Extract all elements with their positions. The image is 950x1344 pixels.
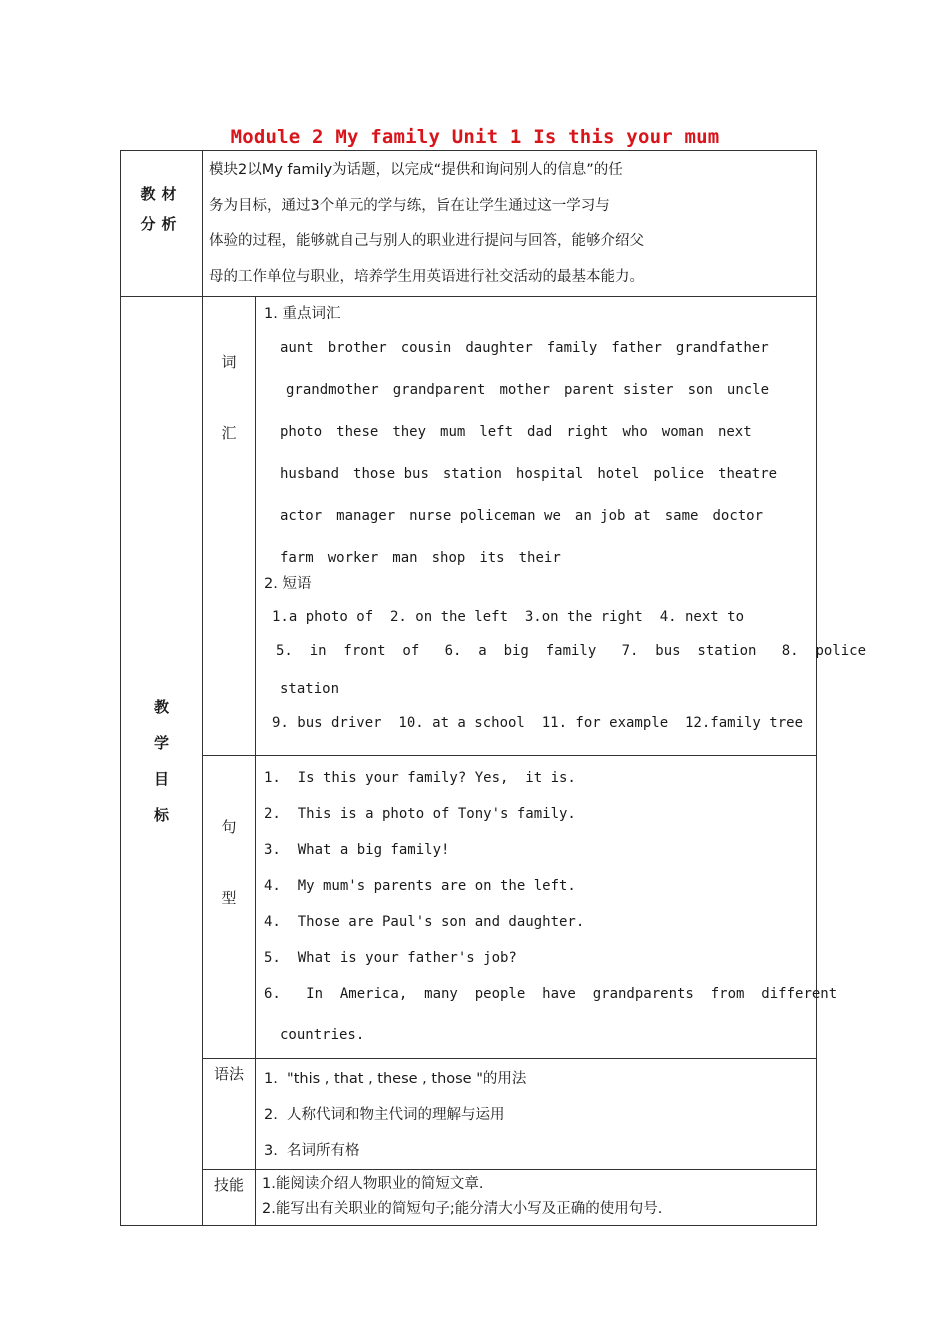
vocab-content xyxy=(256,297,867,756)
vocab-word: farm xyxy=(280,550,314,566)
vocab-word: brother xyxy=(327,340,387,356)
sentence-line: 5. What is your father's job? xyxy=(264,950,517,966)
vocab-word: right xyxy=(566,424,609,440)
vocab-word: son xyxy=(687,382,713,398)
vocab-word: worker xyxy=(327,550,379,566)
page-title: Module 2 My family Unit 1 Is this your mum xyxy=(230,126,720,148)
vocab-word: manager xyxy=(336,508,396,524)
grammar-line: 1. "this , that , these , those "的用法 xyxy=(264,1071,527,1087)
sentence-label-char: 型 xyxy=(221,889,237,907)
vocab-word: dad xyxy=(527,424,553,440)
vocab-word: parent sister xyxy=(564,382,674,398)
grammar-label: 语法 xyxy=(203,1059,256,1170)
phrase-line: station xyxy=(280,681,340,697)
vocab-word-line xyxy=(280,547,810,569)
vocab-word: actor xyxy=(280,508,323,524)
vocab-word: their xyxy=(518,550,561,566)
analysis-label-line1: 教材 xyxy=(140,185,183,203)
sentence-line: 3. What a big family! xyxy=(264,842,450,858)
vocab-word: man xyxy=(392,550,418,566)
vocab-label-char: 词 xyxy=(221,353,237,371)
sentence-line: 4. My mum's parents are on the left. xyxy=(264,878,576,894)
sentence-line: 2. This is a photo of Tony's family. xyxy=(264,806,576,822)
analysis-text xyxy=(203,151,817,297)
vocab-word: they xyxy=(392,424,427,440)
vocab-word: grandfather xyxy=(675,340,769,356)
goals-label-char: 教 xyxy=(153,698,169,716)
sentence-line: 4. Those are Paul's son and daughter. xyxy=(264,914,585,930)
vocab-word: grandmother xyxy=(286,382,379,398)
vocab-word: doctor xyxy=(712,508,764,524)
vocab-word: shop xyxy=(431,550,466,566)
sentence-line: 1. Is this your family? Yes, it is. xyxy=(264,770,576,786)
vocab-word-list xyxy=(264,337,810,569)
grammar-content xyxy=(256,1059,817,1170)
vocab-word: aunt xyxy=(280,340,314,356)
vocab-word: nurse policeman we xyxy=(409,508,561,524)
vocab-word: its xyxy=(479,550,505,566)
vocab-word: left xyxy=(479,424,514,440)
skills-line: 1.能阅读介绍人物职业的简短文章. xyxy=(262,1176,484,1192)
vocab-word: family xyxy=(546,340,598,356)
vocab-label xyxy=(203,297,256,756)
vocab-word: cousin xyxy=(400,340,452,356)
skills-row xyxy=(121,1170,817,1226)
phrase-line: 5. in front of 6. a big family 7. bus station 8. police xyxy=(276,643,867,659)
goals-label-char: 标 xyxy=(153,806,169,824)
sentence-line: countries. xyxy=(280,1027,365,1043)
vocab-word: an job at xyxy=(574,508,651,524)
phrase-line: 9. bus driver 10. at a school 11. for example 12.family tree xyxy=(272,715,804,731)
analysis-label-line2: 分析 xyxy=(140,215,183,233)
vocab-word: hotel xyxy=(597,466,640,482)
sentence-line: 6. In America, many people have grandparents from different xyxy=(264,986,838,1002)
skills-line: 2.能写出有关职业的简短句子;能分清大小写及正确的使用句号. xyxy=(262,1201,663,1217)
phrase-heading: 2. 短语 xyxy=(264,576,312,592)
vocab-word: husband xyxy=(280,466,340,482)
vocab-word: woman xyxy=(661,424,704,440)
sentence-row xyxy=(121,756,817,1059)
phrase-line: 1.a photo of 2. on the left 3.on the right 4. next to xyxy=(272,609,745,625)
vocab-word-line xyxy=(280,337,810,359)
goals-label xyxy=(121,297,203,1226)
vocab-word: those bus xyxy=(353,466,429,482)
vocab-word-line xyxy=(280,379,810,401)
vocab-label-char: 汇 xyxy=(221,424,237,442)
vocab-word: mum xyxy=(440,424,466,440)
vocab-word-line xyxy=(280,463,810,485)
vocab-word: next xyxy=(717,424,752,440)
analysis-label xyxy=(121,151,203,297)
analysis-line: 模块2以My family为话题，以完成“提供和询问别人的信息”的任 xyxy=(209,162,623,178)
vocab-word-lines xyxy=(280,337,810,569)
vocab-word: who xyxy=(622,424,648,440)
vocab-row xyxy=(121,297,817,756)
analysis-line: 务为目标，通过3个单元的学与练，旨在让学生通过这一学习与 xyxy=(209,197,610,214)
skills-content xyxy=(256,1170,817,1226)
vocab-word: grandparent xyxy=(392,382,486,398)
analysis-line: 体验的过程，能够就自己与别人的职业进行提问与回答，能够介绍父 xyxy=(209,233,644,249)
vocab-word: father xyxy=(611,340,662,356)
grammar-line: 3. 名词所有格 xyxy=(264,1143,360,1159)
phrase-list xyxy=(264,609,867,731)
vocab-word-line xyxy=(280,421,810,443)
vocab-word: same xyxy=(664,508,699,524)
vocab-word: theatre xyxy=(718,466,778,482)
vocab-word: police xyxy=(653,466,705,482)
vocab-word: daughter xyxy=(465,340,533,356)
grammar-row xyxy=(121,1059,817,1170)
grammar-line: 2. 人称代词和物主代词的理解与运用 xyxy=(264,1107,505,1123)
vocab-word: mother xyxy=(499,382,551,398)
vocab-heading: 1. 重点词汇 xyxy=(264,306,341,322)
vocab-word-line xyxy=(280,505,810,527)
lesson-plan-table xyxy=(120,150,867,1226)
skills-label: 技能 xyxy=(203,1170,256,1226)
vocab-word: hospital xyxy=(515,466,584,482)
vocab-word: these xyxy=(336,424,379,440)
sentence-label-char: 句 xyxy=(221,818,237,836)
analysis-row xyxy=(121,151,817,297)
goals-label-char: 目 xyxy=(153,770,169,788)
sentence-content xyxy=(256,756,838,1059)
sentence-label xyxy=(203,756,256,1059)
vocab-word: photo xyxy=(280,424,323,440)
vocab-word: uncle xyxy=(726,382,770,398)
vocab-word: station xyxy=(442,466,502,482)
goals-label-char: 学 xyxy=(153,734,169,752)
analysis-line: 母的工作单位与职业，培养学生用英语进行社交活动的最基本能力。 xyxy=(209,268,644,285)
